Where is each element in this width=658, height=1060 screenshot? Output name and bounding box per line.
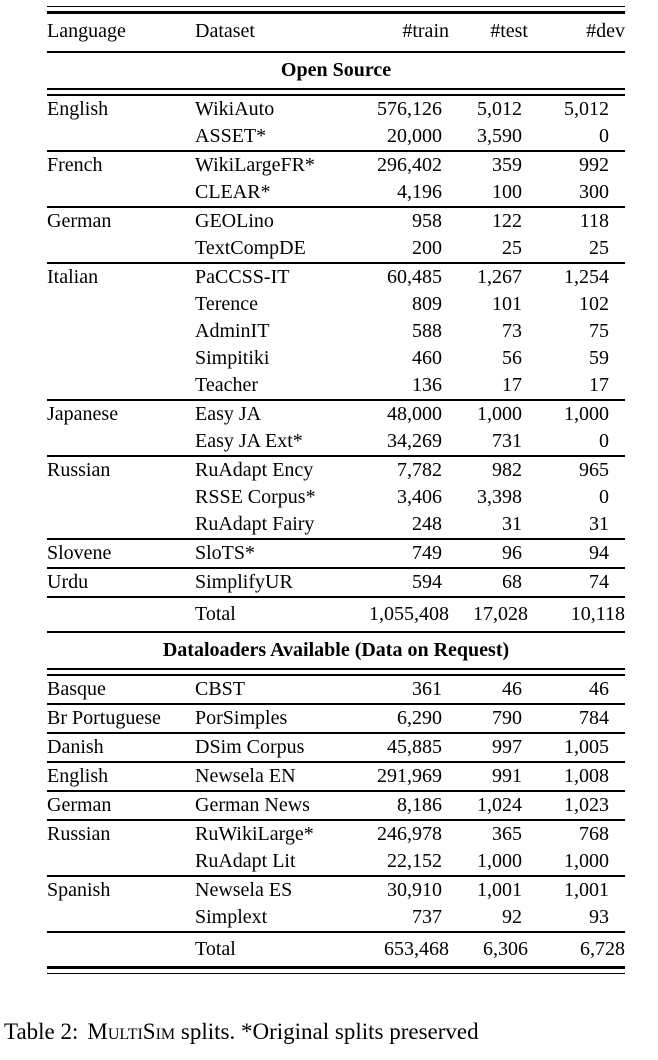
dev-count-cell: 5,012 bbox=[564, 98, 609, 120]
language-cell: Br Portuguese bbox=[47, 707, 161, 729]
train-count-cell: 45,885 bbox=[387, 736, 442, 758]
total-label-cell: Total bbox=[195, 603, 236, 625]
caption-suffix: splits. *Original splits preserved bbox=[180, 1019, 479, 1044]
dataset-cell: Newsela EN bbox=[195, 765, 296, 787]
test-count-cell: 31 bbox=[502, 513, 522, 535]
test-count-cell: 3,398 bbox=[477, 486, 522, 508]
dev-count-cell: 784 bbox=[579, 707, 609, 729]
total-dev-cell: 10,118 bbox=[570, 603, 625, 625]
dataset-cell: DSim Corpus bbox=[195, 736, 305, 758]
rule-line bbox=[47, 968, 625, 974]
section-header-row bbox=[47, 633, 625, 669]
test-count-cell: 25 bbox=[502, 237, 522, 259]
dataset-cell: Newsela ES bbox=[195, 879, 293, 901]
dataset-cell: Simpitiki bbox=[195, 347, 270, 369]
dev-count-cell: 74 bbox=[589, 571, 609, 593]
dev-count-cell: 94 bbox=[589, 542, 609, 564]
language-cell: Spanish bbox=[47, 879, 111, 901]
dataset-cell: PaCCSS-IT bbox=[195, 266, 290, 288]
table-row bbox=[47, 734, 625, 762]
test-count-cell: 1,000 bbox=[477, 403, 522, 425]
dev-count-cell: 0 bbox=[599, 486, 609, 508]
total-train-cell: 1,055,408 bbox=[369, 603, 449, 625]
test-count-cell: 982 bbox=[492, 459, 522, 481]
total-dev-cell: 6,728 bbox=[580, 938, 625, 960]
caption-dataset-name: MultiSim bbox=[87, 1019, 176, 1044]
dev-count-cell: 25 bbox=[589, 237, 609, 259]
column-header-test: #test bbox=[490, 20, 528, 42]
dataset-cell: Teacher bbox=[195, 374, 258, 396]
test-count-cell: 5,012 bbox=[477, 98, 522, 120]
test-count-cell: 122 bbox=[492, 210, 522, 232]
language-cell: Danish bbox=[47, 736, 104, 758]
dataset-cell: PorSimples bbox=[195, 707, 288, 729]
table-row bbox=[47, 540, 625, 568]
train-count-cell: 4,196 bbox=[397, 181, 442, 203]
dev-count-cell: 1,005 bbox=[564, 736, 609, 758]
dev-count-cell: 1,008 bbox=[564, 765, 609, 787]
train-count-cell: 248 bbox=[412, 513, 442, 535]
train-count-cell: 296,402 bbox=[377, 154, 442, 176]
dev-count-cell: 118 bbox=[579, 210, 609, 232]
dev-count-cell: 768 bbox=[579, 823, 609, 845]
dataset-cell: Terence bbox=[195, 293, 258, 315]
test-count-cell: 1,267 bbox=[477, 266, 522, 288]
train-count-cell: 749 bbox=[412, 542, 442, 564]
train-count-cell: 576,126 bbox=[377, 98, 442, 120]
language-cell: Basque bbox=[47, 678, 106, 700]
table-row bbox=[47, 208, 625, 235]
language-cell: French bbox=[47, 154, 103, 176]
train-count-cell: 737 bbox=[412, 906, 442, 928]
language-cell: German bbox=[47, 794, 112, 816]
test-count-cell: 1,001 bbox=[477, 879, 522, 901]
test-count-cell: 359 bbox=[492, 154, 522, 176]
caption-prefix: Table 2: bbox=[4, 1019, 79, 1044]
dataset-cell: SimplifyUR bbox=[195, 571, 293, 593]
dev-count-cell: 300 bbox=[579, 181, 609, 203]
test-count-cell: 731 bbox=[492, 430, 522, 452]
dev-count-cell: 1,023 bbox=[564, 794, 609, 816]
test-count-cell: 17 bbox=[502, 374, 522, 396]
language-cell: English bbox=[47, 98, 109, 120]
language-cell: Japanese bbox=[47, 403, 119, 425]
table-row bbox=[47, 569, 625, 597]
dataset-cell: Simplext bbox=[195, 906, 268, 928]
dataset-cell: SloTS* bbox=[195, 542, 256, 564]
table-row bbox=[47, 457, 625, 484]
test-count-cell: 68 bbox=[502, 571, 522, 593]
train-count-cell: 22,152 bbox=[387, 850, 442, 872]
dev-count-cell: 0 bbox=[599, 125, 609, 147]
column-header-dev: #dev bbox=[586, 20, 625, 42]
dataset-cell: RuAdapt Lit bbox=[195, 850, 296, 872]
table-row bbox=[47, 705, 625, 733]
language-cell: Russian bbox=[47, 823, 111, 845]
dataset-cell: RSSE Corpus* bbox=[195, 486, 316, 508]
total-language-cell bbox=[47, 598, 195, 632]
train-count-cell: 246,978 bbox=[377, 823, 442, 845]
total-train-cell: 653,468 bbox=[384, 938, 449, 960]
train-count-cell: 20,000 bbox=[387, 125, 442, 147]
dev-count-cell: 46 bbox=[589, 678, 609, 700]
dev-count-cell: 75 bbox=[589, 320, 609, 342]
dataset-cell: CBST bbox=[195, 678, 246, 700]
dev-count-cell: 102 bbox=[579, 293, 609, 315]
table-row bbox=[47, 877, 625, 904]
train-count-cell: 136 bbox=[412, 374, 442, 396]
test-count-cell: 1,000 bbox=[477, 850, 522, 872]
train-count-cell: 291,969 bbox=[377, 765, 442, 787]
dataset-cell: Easy JA Ext* bbox=[195, 430, 303, 452]
dev-count-cell: 0 bbox=[599, 430, 609, 452]
dev-count-cell: 93 bbox=[589, 906, 609, 928]
horizontal-rule bbox=[47, 968, 625, 974]
language-cell: English bbox=[47, 765, 109, 787]
language-cell: Italian bbox=[47, 266, 99, 288]
test-count-cell: 991 bbox=[492, 765, 522, 787]
table-row bbox=[47, 264, 625, 291]
language-cell: Slovene bbox=[47, 542, 112, 564]
dataset-cell: Easy JA bbox=[195, 403, 262, 425]
dev-count-cell: 992 bbox=[579, 154, 609, 176]
train-count-cell: 594 bbox=[412, 571, 442, 593]
total-label-cell: Total bbox=[195, 938, 236, 960]
table-caption bbox=[4, 1017, 658, 1047]
total-test-cell: 6,306 bbox=[483, 938, 528, 960]
language-cell: German bbox=[47, 210, 112, 232]
train-count-cell: 3,406 bbox=[397, 486, 442, 508]
train-count-cell: 60,485 bbox=[387, 266, 442, 288]
dev-count-cell: 1,000 bbox=[564, 403, 609, 425]
total-test-cell: 17,028 bbox=[473, 603, 528, 625]
train-count-cell: 7,782 bbox=[397, 459, 442, 481]
table-row bbox=[47, 152, 625, 179]
section-title: Open Source bbox=[280, 59, 392, 81]
test-count-cell: 92 bbox=[502, 906, 522, 928]
train-count-cell: 34,269 bbox=[387, 430, 442, 452]
train-count-cell: 958 bbox=[412, 210, 442, 232]
dataset-cell: WikiLargeFR* bbox=[195, 154, 315, 176]
dataset-cell: TextCompDE bbox=[195, 237, 306, 259]
dev-count-cell: 31 bbox=[589, 513, 609, 535]
dataset-cell: GEOLino bbox=[195, 210, 274, 232]
train-count-cell: 48,000 bbox=[387, 403, 442, 425]
dataset-cell: AdminIT bbox=[195, 320, 270, 342]
total-language-cell bbox=[47, 933, 195, 968]
train-count-cell: 8,186 bbox=[397, 794, 442, 816]
column-header-dataset: Dataset bbox=[195, 20, 255, 42]
test-count-cell: 997 bbox=[492, 736, 522, 758]
dev-count-cell: 17 bbox=[589, 374, 609, 396]
dataset-cell: RuAdapt Fairy bbox=[195, 513, 315, 535]
language-cell: Russian bbox=[47, 459, 111, 481]
dataset-cell: ASSET* bbox=[195, 125, 267, 147]
table-row bbox=[47, 401, 625, 428]
test-count-cell: 365 bbox=[492, 823, 522, 845]
total-row bbox=[47, 598, 625, 632]
dev-count-cell: 1,000 bbox=[564, 850, 609, 872]
dataset-cell: WikiAuto bbox=[195, 98, 275, 120]
test-count-cell: 46 bbox=[502, 678, 522, 700]
train-count-cell: 30,910 bbox=[387, 879, 442, 901]
dataset-cell: RuAdapt Ency bbox=[195, 459, 314, 481]
dev-count-cell: 965 bbox=[579, 459, 609, 481]
train-count-cell: 809 bbox=[412, 293, 442, 315]
train-count-cell: 361 bbox=[412, 678, 442, 700]
test-count-cell: 73 bbox=[502, 320, 522, 342]
column-header-train: #train bbox=[402, 20, 449, 42]
column-header-language: Language bbox=[47, 20, 126, 42]
column-header-row bbox=[47, 13, 625, 53]
table-row bbox=[47, 95, 625, 123]
train-count-cell: 588 bbox=[412, 320, 442, 342]
dataset-cell: RuWikiLarge* bbox=[195, 823, 314, 845]
test-count-cell: 1,024 bbox=[477, 794, 522, 816]
dataset-cell: German News bbox=[195, 794, 310, 816]
train-count-cell: 460 bbox=[412, 347, 442, 369]
table-row bbox=[47, 675, 625, 704]
test-count-cell: 3,590 bbox=[477, 125, 522, 147]
train-count-cell: 200 bbox=[412, 237, 442, 259]
test-count-cell: 790 bbox=[492, 707, 522, 729]
splits-table-container bbox=[47, 6, 625, 974]
test-count-cell: 100 bbox=[492, 181, 522, 203]
section-header-row bbox=[47, 53, 625, 89]
test-count-cell: 56 bbox=[502, 347, 522, 369]
dataset-cell: CLEAR* bbox=[195, 181, 271, 203]
splits-table bbox=[47, 6, 625, 974]
table-body bbox=[47, 7, 625, 974]
table-row bbox=[47, 821, 625, 848]
test-count-cell: 101 bbox=[492, 293, 522, 315]
total-row bbox=[47, 933, 625, 968]
language-cell: Urdu bbox=[47, 571, 89, 593]
dev-count-cell: 1,001 bbox=[564, 879, 609, 901]
dev-count-cell: 59 bbox=[589, 347, 609, 369]
table-row bbox=[47, 792, 625, 820]
table-row bbox=[47, 763, 625, 791]
dev-count-cell: 1,254 bbox=[564, 266, 609, 288]
test-count-cell: 96 bbox=[502, 542, 522, 564]
section-title: Dataloaders Available (Data on Request) bbox=[162, 639, 510, 661]
train-count-cell: 6,290 bbox=[397, 707, 442, 729]
